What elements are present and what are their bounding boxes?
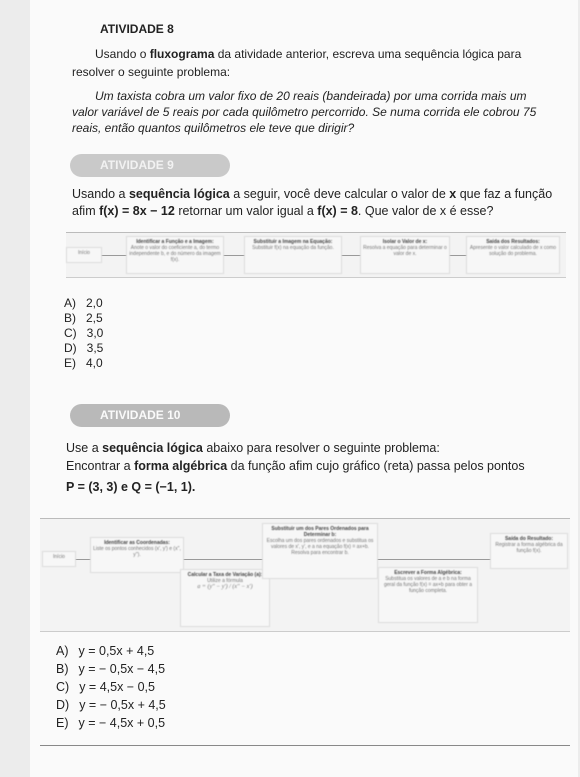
atividade9-option-a[interactable]: A) 2,0 bbox=[64, 296, 103, 310]
atividade9-option-d[interactable]: D) 3,5 bbox=[64, 341, 104, 355]
atividade8-instruction-line2: resolver o seguinte problema: bbox=[72, 65, 231, 79]
page-divider bbox=[40, 745, 570, 746]
atividade8-problem-line1: Um taxista cobra um valor fixo de 20 reais (bandeirada) por uma corrida mais um bbox=[95, 89, 527, 103]
atividade9-instruction-line1: Usando a sequência lógica a seguir, você deve calcular o valor de x que faz a função bbox=[72, 187, 553, 201]
flow9-step-identify: Identificar a Função e a Imagem: Anote o valor do coeficiente a, do termo independente b, e do número da imagem f(x). bbox=[126, 236, 224, 274]
flow9-step-isolate: Isolar o Valor de x: Resolva a equação para determinar o valor de x. bbox=[360, 236, 450, 274]
atividade10-points: P = (3, 3) e Q = (−1, 1). bbox=[66, 480, 196, 494]
flow10-step-start: Início bbox=[42, 551, 76, 567]
flow9-step-output: Saída dos Resultados: Apresente o valor calculado de x como solução do problema. bbox=[466, 236, 560, 274]
atividade10-option-e[interactable]: E) y = − 4,5x + 0,5 bbox=[56, 716, 166, 730]
atividade10-option-c[interactable]: C) y = 4,5x − 0,5 bbox=[56, 680, 155, 694]
flow9-step-start: Início bbox=[66, 247, 102, 263]
atividade10-instruction-line2: Encontrar a forma algébrica da função afim cujo gráfico (reta) passa pelos pontos bbox=[66, 459, 525, 473]
atividade9-instruction-line2: afim f(x) = 8x − 12 retornar um valor igual a f(x) = 8. Que valor de x é esse? bbox=[72, 204, 494, 218]
atividade9-option-e[interactable]: E) 4,0 bbox=[64, 356, 103, 370]
flow10-step-output: Saída do Resultado: Registrar a forma algébrica da função f(x). bbox=[490, 533, 568, 569]
atividade10-instruction-line1: Use a sequência lógica abaixo para resolver o seguinte problema: bbox=[66, 441, 440, 455]
atividade8-problem-line2: valor variável de 5 reais por cada quilômetro percorrido. Se numa corrida ele cobrou 75 bbox=[72, 105, 537, 119]
atividade9-flowchart bbox=[66, 232, 566, 278]
flow9-step-substitute: Substituir a Imagem na Equação: Substituir f(x) na equação da função. bbox=[244, 236, 342, 274]
atividade10-title: ATIVIDADE 10 bbox=[70, 404, 230, 427]
atividade10-options bbox=[56, 642, 166, 732]
atividade10-option-d[interactable]: D) y = − 0,5x + 4,5 bbox=[56, 698, 166, 712]
atividade8-title: ATIVIDADE 8 bbox=[70, 18, 235, 41]
atividade10-flowchart bbox=[40, 518, 570, 632]
atividade8-problem-line3: reais, então quantos quilômetros ele teve que dirigir? bbox=[72, 121, 355, 135]
atividade9-option-c[interactable]: C) 3,0 bbox=[64, 326, 104, 340]
atividade8-instruction-line1: Usando o fluxograma da atividade anterior, escreva uma sequência lógica para bbox=[95, 47, 522, 61]
flow10-step-rate: Calcular a Taxa de Variação (a): Utilize a fórmula a = (y'' − y') / (x'' − x') bbox=[180, 569, 270, 627]
atividade9-title: ATIVIDADE 9 bbox=[70, 154, 230, 177]
flow10-step-coordinates: Identificar as Coordenadas: Liste os pontos conhecidos (x', y') e (x'', y''). bbox=[90, 537, 184, 573]
atividade9-options bbox=[64, 296, 103, 371]
flow10-step-algebraic: Escrever a Forma Algébrica: Substitua os valores de a e b na forma geral da função f(x) = ax+b para obter a função completa. bbox=[378, 567, 478, 623]
atividade10-option-b[interactable]: B) y = − 0,5x − 4,5 bbox=[56, 662, 166, 676]
atividade9-option-b[interactable]: B) 2,5 bbox=[64, 311, 103, 325]
atividade10-option-a[interactable]: A) y = 0,5x + 4,5 bbox=[56, 644, 155, 658]
flow10-step-substitute-pair: Substituir um dos Pares Ordenados para Determinar b: Escolha um dos pares ordenados e substitua os valores de x', y', e a na equação f(x) = ax+b. Resolva para encontrar b. bbox=[262, 523, 378, 579]
